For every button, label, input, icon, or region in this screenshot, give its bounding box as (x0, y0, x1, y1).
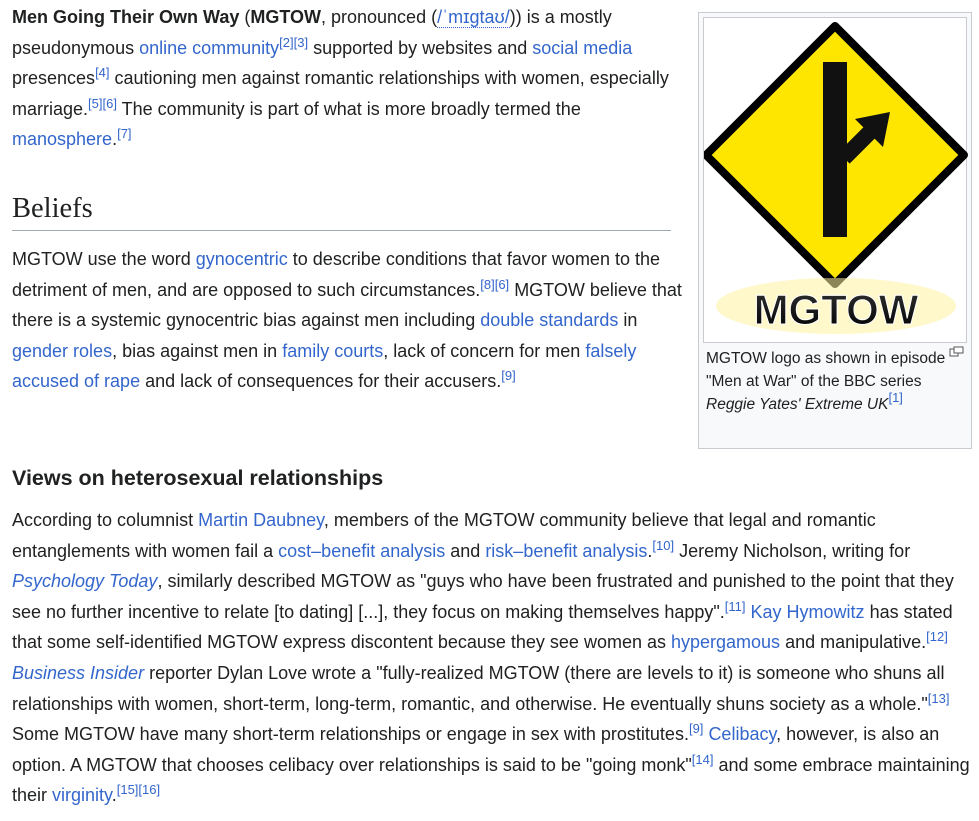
views-paragraph (12, 505, 977, 811)
infobox-caption (706, 347, 964, 416)
text-span: , lack of concern for men (383, 340, 586, 361)
ref-9[interactable]: [9] (688, 721, 704, 737)
logo-text: MGTOW (753, 286, 919, 333)
views-heading: Views on heterosexual relationships (12, 466, 384, 490)
link-gender-roles[interactable]: gender roles (12, 340, 113, 361)
link-falsely-accused[interactable]: falsely accused of rape (12, 340, 637, 392)
link-hypergamous[interactable]: hypergamous (670, 632, 781, 653)
ref-15[interactable]: [15] (116, 782, 139, 798)
text-span: The community is part of what is more broadly termed the (116, 98, 581, 119)
text-span: and some embrace maintaining their (12, 754, 970, 806)
ref-12[interactable]: [12] (926, 629, 948, 645)
text-span: and manipulative. (780, 632, 927, 653)
mgtow-logo (704, 18, 968, 344)
infobox-thumbnail (698, 12, 972, 449)
term-bold: Men Going Their Own Way (12, 7, 240, 27)
text-span: , however, is also an option. A MGTOW that chooses celibacy over relationships is said to be "going monk" (12, 724, 940, 775)
text-span: )) is a mostly pseudonymous (12, 7, 612, 58)
text-span: , similarly described MGTOW as "guys who have been frustrated and punished to the point that they see no further incentive to relate [to dating] [...], they focus on making themselves happy". (12, 571, 954, 622)
text-span: in (618, 310, 638, 331)
ipa-link[interactable]: /ˈmɪɡtaʊ/ (437, 7, 510, 27)
ref-9[interactable]: [9] (501, 368, 516, 384)
link-manosphere[interactable]: manosphere (12, 129, 113, 150)
text-span: According to columnist (12, 510, 199, 530)
ref-8[interactable]: [8] (480, 276, 495, 292)
link-double-standards[interactable]: double standards (480, 310, 619, 331)
link-online-community[interactable]: online community (139, 37, 280, 58)
link-cost-benefit[interactable]: cost–benefit analysis (278, 540, 446, 561)
ref-2[interactable]: [2] (279, 34, 294, 50)
text-span: MGTOW logo as shown in episode "Men at War" of the BBC series (706, 350, 946, 390)
lead-paragraph (12, 2, 684, 155)
ref-10[interactable]: [10] (652, 537, 675, 553)
text-span: , members of the MGTOW community believe that legal and romantic entanglements with women fail a (12, 510, 876, 561)
link-celibacy[interactable]: Celibacy (708, 724, 777, 745)
text-span: reporter Dylan Love wrote a "fully-realized MGTOW (there are levels to it) is someone who shuns all relationships with women, short-term, long-term, romantic, and otherwise. He eventually shuns society as a whole." (12, 662, 945, 714)
beliefs-paragraph (12, 244, 684, 397)
text-span: ( (239, 7, 251, 27)
link-kay-hymowitz[interactable]: Kay Hymowitz (750, 601, 865, 622)
link-martin-daubney[interactable]: Martin Daubney (198, 510, 324, 530)
ref-11[interactable]: [11] (724, 598, 746, 614)
text-span: . (647, 540, 653, 561)
text-span: Jeremy Nicholson, writing for (674, 540, 911, 561)
text-span: presences (12, 68, 96, 89)
ref-13[interactable]: [13] (927, 690, 950, 706)
link-social-media[interactable]: social media (532, 37, 633, 58)
text-span: . (111, 785, 117, 806)
text-span: and lack of consequences for their accusers. (140, 371, 502, 392)
caption-series-title: Reggie Yates' Extreme UK (706, 396, 889, 413)
ref-1[interactable]: [1] (888, 390, 903, 405)
text-span: . (112, 129, 118, 150)
text-span: and (445, 540, 486, 561)
ref-4[interactable]: [4] (95, 65, 110, 81)
link-gynocentric[interactable]: gynocentric (195, 249, 288, 269)
link-business-insider[interactable]: Business Insider (12, 662, 145, 683)
magnify-clip-icon[interactable] (949, 346, 964, 357)
text-span: MGTOW use the word (12, 249, 196, 269)
ref-14[interactable]: [14] (691, 751, 714, 767)
logo-image-link[interactable] (703, 17, 967, 343)
abbr-bold: MGTOW (250, 7, 321, 27)
link-psychology-today[interactable]: Psychology Today (12, 571, 158, 592)
ref-6[interactable]: [6] (102, 95, 117, 111)
text-span: , pronounced ( (321, 7, 438, 27)
text-span: , bias against men in (112, 340, 283, 361)
ref-6[interactable]: [6] (494, 276, 510, 292)
text-span: cautioning men against romantic relationships with women, especially marriage. (12, 68, 669, 119)
link-family-courts[interactable]: family courts (282, 340, 384, 361)
ref-16[interactable]: [16] (138, 782, 161, 798)
text-span: supported by websites and (308, 37, 533, 58)
text-span: has stated that some self-identified MGTOW express discontent because they see women as (12, 601, 953, 653)
ref-3[interactable]: [3] (293, 34, 309, 50)
ref-7[interactable]: [7] (117, 126, 132, 142)
text-span: MGTOW believe that there is a systemic gynocentric bias against men including (12, 279, 682, 331)
beliefs-heading: Beliefs (12, 188, 671, 231)
ref-5[interactable]: [5] (88, 95, 103, 111)
text-span: to describe conditions that favor women to the detriment of men, and are opposed to such circumstances. (12, 249, 660, 300)
link-virginity[interactable]: virginity (52, 785, 112, 806)
text-span: Some MGTOW have many short-term relationships or engage in sex with prostitutes. (12, 724, 689, 745)
link-risk-benefit[interactable]: risk–benefit analysis (485, 540, 648, 561)
